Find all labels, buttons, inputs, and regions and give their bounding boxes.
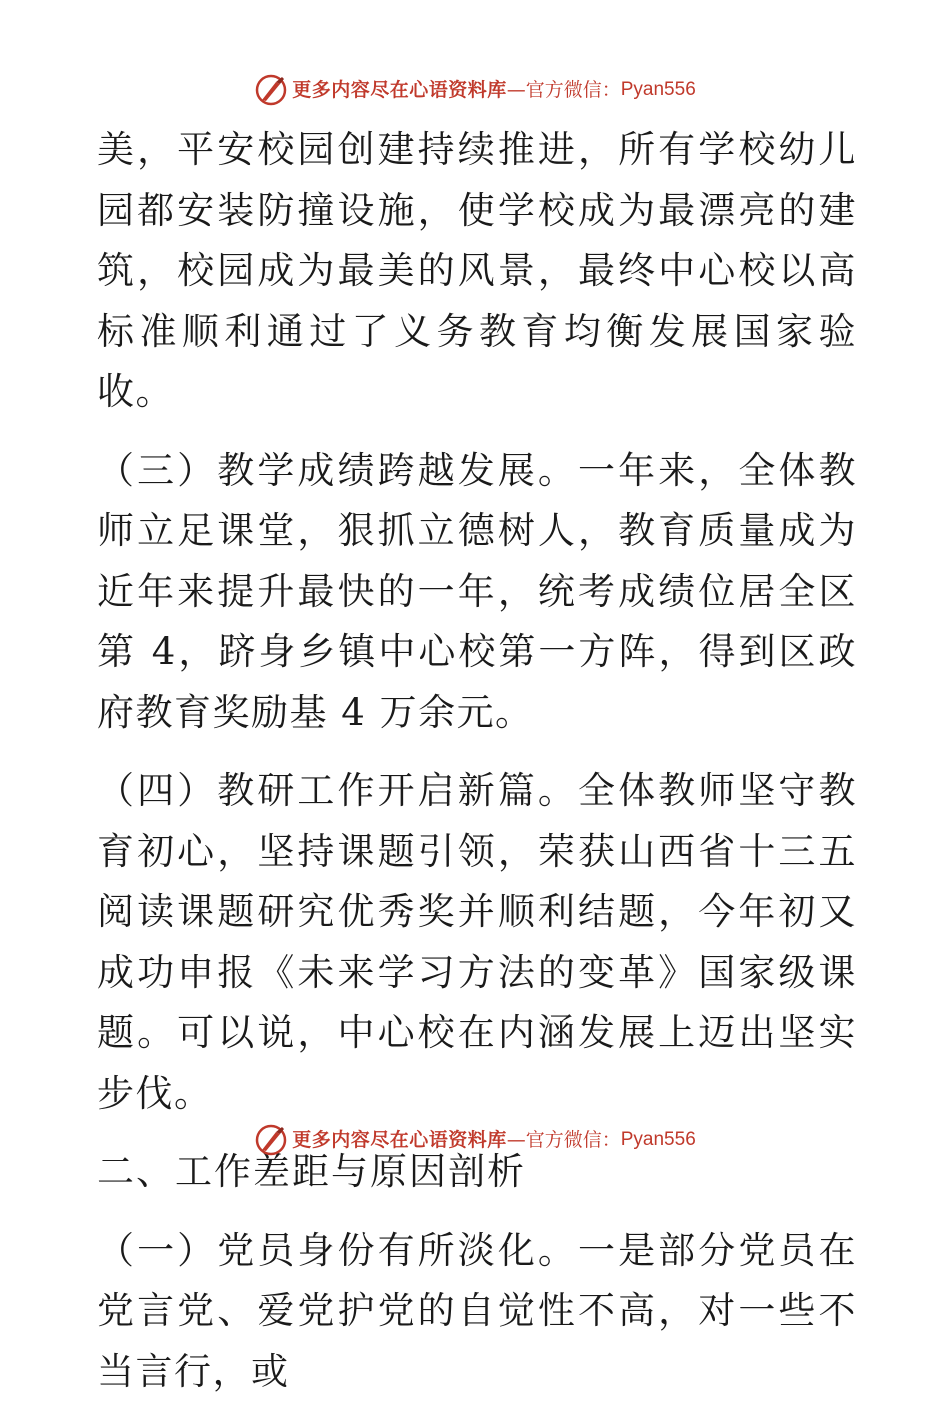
banner-wechat-label: 官方微信： (526, 1120, 621, 1160)
quill-pen-logo-icon (254, 73, 288, 107)
header-banner (0, 70, 950, 110)
paragraph-section-three: （三）教学成绩跨越发展。一年来，全体教师立足课堂，狠抓立德树人，教育质量成为近年来提升最快的一年，统考成绩位居全区第 4，跻身乡镇中心校第一方阵，得到区政府教育奖励基 4 万余元。 (97, 441, 857, 744)
paragraph-section-four: （四）教研工作开启新篇。全体教师坚守教育初心，坚持课题引领，荣获山西省十三五阅读课题研究优秀奖并顺利结题，今年初又成功申报《未来学习方法的变革》国家级课题。可以说，中心校在内涵发展上迈出坚实步伐。 (97, 761, 857, 1124)
footer-banner (0, 1120, 950, 1160)
paragraph-continuation: 美，平安校园创建持续推进，所有学校幼儿园都安装防撞设施，使学校成为最漂亮的建筑，校园成为最美的风景，最终中心校以高标准顺利通过了义务教育均衡发展国家验收。 (97, 120, 857, 423)
banner-wechat-id: Pyan556 (621, 70, 696, 110)
banner-wechat-id: Pyan556 (621, 1120, 696, 1160)
document-body (97, 120, 857, 1402)
paragraph-gap-one: （一）党员身份有所淡化。一是部分党员在党言党、爱党护党的自觉性不高，对一些不当言行，或 (97, 1221, 857, 1402)
quill-pen-logo-icon (254, 1123, 288, 1157)
banner-promo-text: 更多内容尽在心语资料库 (292, 1120, 507, 1160)
banner-promo-text: 更多内容尽在心语资料库 (292, 70, 507, 110)
banner-wechat-label: 官方微信： (526, 70, 621, 110)
banner-dash: — (507, 70, 526, 110)
banner-dash: — (507, 1120, 526, 1160)
section-heading-gaps: 二、工作差距与原因剖析 (97, 1142, 857, 1203)
